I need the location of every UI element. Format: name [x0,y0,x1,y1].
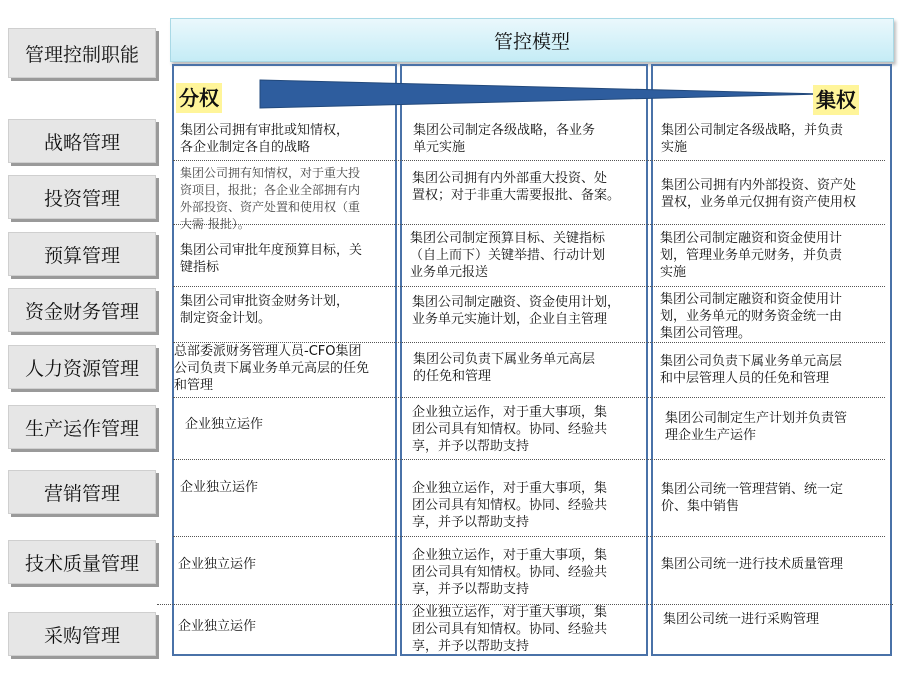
marketing-decentralized: 企业独立运作 [180,480,259,495]
marketing-centralized: 集团公司统一管理营销、统一定 价、集中销售 [661,482,844,514]
finance-decentralized: 集团公司审批资金财务计划， 制定资金计划。 [180,294,350,326]
marketing-middle: 企业独立运作，对于重大事项，集 团公司具有知情权。协同、经验共 享，并予以帮助支持 [412,481,608,530]
hr-decentralized: 总部委派财务管理人员-CFO集团 公司负责下属业务单元高层的任免 和管理 [174,344,370,393]
decentralized-to-centralized-wedge [258,78,828,110]
procurement-centralized: 集团公司统一进行采购管理 [663,612,820,627]
budget-decentralized: 集团公司审批年度预算目标，关 键指标 [180,243,363,275]
hr-middle: 集团公司负责下属业务单元高层 的任免和管理 [413,352,596,384]
row-divider [173,459,885,460]
procurement-decentralized: 企业独立运作 [178,619,257,634]
row-label-finance: 资金财务管理 [8,288,156,332]
strategy-centralized: 集团公司制定各级战略，并负责 实施 [661,123,844,155]
row-divider [173,224,885,225]
row-label-procurement: 采购管理 [8,612,156,656]
row-label-marketing: 营销管理 [8,470,156,514]
hr-centralized: 集团公司负责下属业务单元高层 和中层管理人员的任免和管理 [660,354,843,386]
decentralized-label: 分权 [176,83,222,113]
investment-decentralized: 集团公司拥有知情权，对于重大投 资项目，报批；各企业全部拥有内 外部投资、资产处置和使用权（重 大需 报批）。 [180,166,361,231]
row-divider [173,397,885,398]
row-label-budget: 预算管理 [8,232,156,276]
row-divider [173,536,885,537]
budget-middle: 集团公司制定预算目标、关键指标 （自上而下）关键举措、行动计划 业务单元报送 [410,231,606,280]
budget-centralized: 集团公司制定融资和资金使用计 划，管理业务单元财务，并负责 实施 [660,231,843,280]
row-divider [173,286,885,287]
procurement-middle: 企业独立运作，对于重大事项，集 团公司具有知情权。协同、经验共 享，并予以帮助支持 [412,605,608,654]
centralized-label: 集权 [813,85,859,115]
production-middle: 企业独立运作，对于重大事项，集 团公司具有知情权。协同、经验共 享，并予以帮助支持 [412,405,608,454]
row-divider [173,160,885,161]
row-label-investment: 投资管理 [8,175,156,219]
finance-middle: 集团公司制定融资、资金使用计划， 业务单元实施计划，企业自主管理 [412,295,621,327]
row-label-production: 生产运作管理 [8,405,156,449]
title-label: 管理控制职能 [8,28,156,78]
production-decentralized: 企业独立运作 [185,417,264,432]
production-centralized: 集团公司制定生产计划并负责管 理企业生产运作 [665,411,848,443]
row-label-tech-quality: 技术质量管理 [8,540,156,584]
investment-middle: 集团公司拥有内外部重大投资、处 置权；对于非重大需要报批、备案。 [412,171,621,203]
strategy-decentralized: 集团公司拥有审批或知情权， 各企业制定各自的战略 [180,123,350,155]
investment-centralized: 集团公司拥有内外部投资、资产处 置权，业务单元仅拥有资产使用权 [661,178,857,210]
tech-quality-middle: 企业独立运作，对于重大事项，集 团公司具有知情权。协同、经验共 享，并予以帮助支持 [412,548,608,597]
row-label-strategy: 战略管理 [8,119,156,163]
finance-centralized: 集团公司制定融资和资金使用计 划，业务单元的财务资金统一由 集团公司管理。 [660,292,843,341]
tech-quality-centralized: 集团公司统一进行技术质量管理 [661,557,844,572]
row-label-hr: 人力资源管理 [8,345,156,389]
tech-quality-decentralized: 企业独立运作 [178,557,257,572]
control-model-header: 管控模型 [170,18,894,62]
strategy-middle: 集团公司制定各级战略，各业务 单元实施 [413,123,596,155]
